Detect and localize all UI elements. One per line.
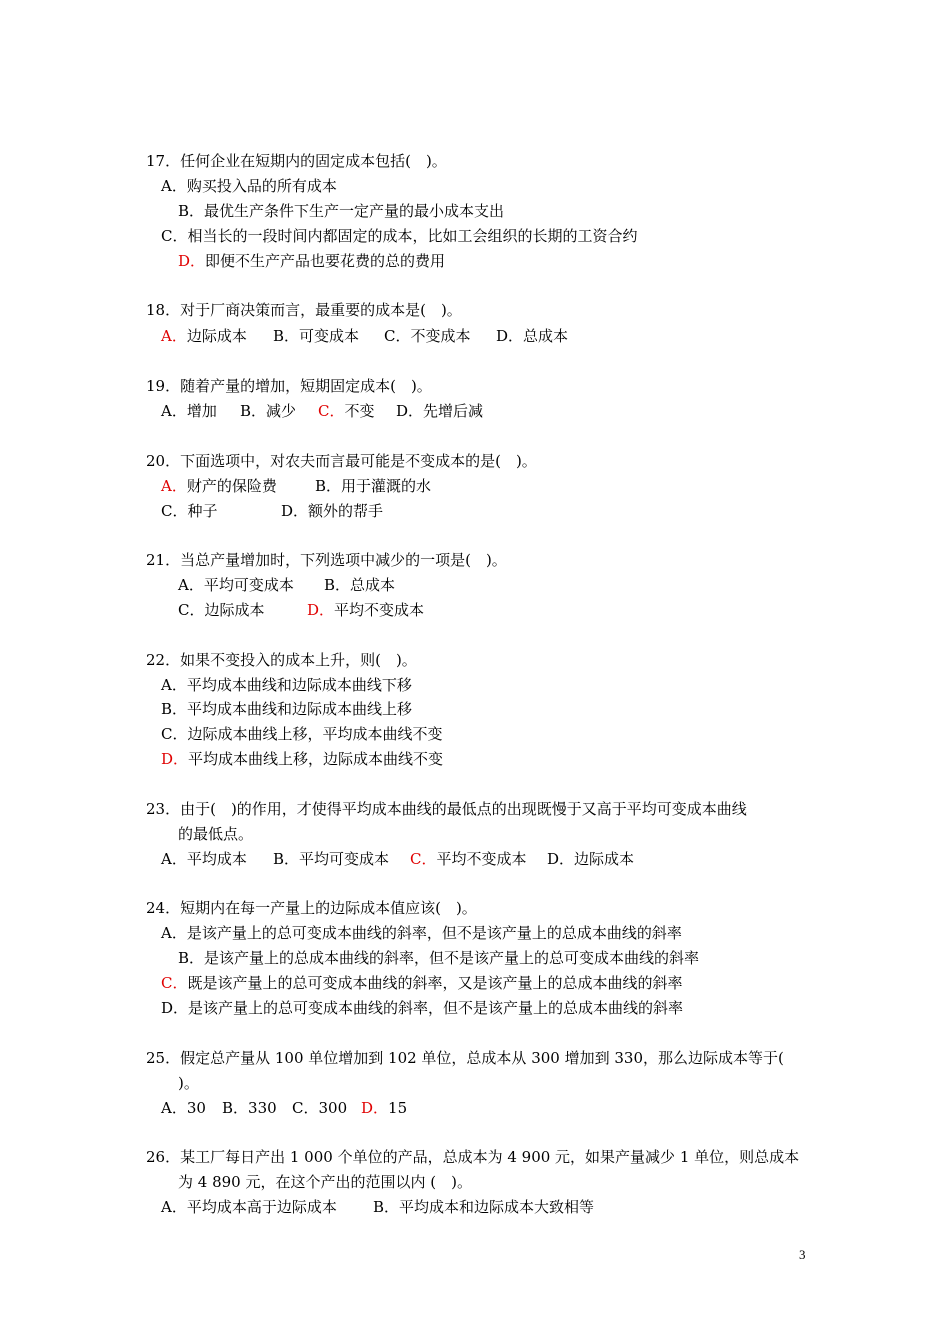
option-text: 相当长的一段时间内都固定的成本，比如工会组织的长期的工资合约 <box>187 227 638 245</box>
option-b: B．总成本 <box>324 576 396 594</box>
option-b: B．用于灌溉的水 <box>315 477 432 495</box>
question-stem: 17．任何企业在短期内的固定成本包括( )。 <box>146 152 447 170</box>
option-d: D．15 <box>361 1099 408 1117</box>
question-stem: 22．如果不变投入的成本上升，则( )。 <box>146 651 417 669</box>
answer-letter: D． <box>178 252 206 270</box>
option-text: 即便不生产产品也要花费的总的费用 <box>205 252 446 270</box>
question-number: 18． <box>146 301 181 319</box>
option-d: D．平均成本曲线上移，边际成本曲线不变 <box>161 750 444 768</box>
option-b: B．是该产量上的总成本曲线的斜率，但不是该产量上的总可变成本曲线的斜率 <box>178 949 700 967</box>
option-b <box>178 201 504 221</box>
option-b: B．平均成本和边际成本大致相等 <box>373 1198 595 1216</box>
question-stem: 24．短期内在每一产量上的边际成本值应该( )。 <box>146 899 477 917</box>
option-d <box>178 251 445 271</box>
option-letter: A． <box>161 177 187 195</box>
question-number: 22． <box>146 651 181 669</box>
option-b: B．可变成本 <box>273 327 360 345</box>
question-number: 17． <box>146 152 181 170</box>
question-stem: 21．当总产量增加时，下列选项中减少的一项是( )。 <box>146 551 507 569</box>
answer-letter: D． <box>307 601 335 619</box>
option-c: C．种子 <box>161 502 218 520</box>
option-a: A．财产的保险费 <box>161 477 277 495</box>
option-c: C．300 <box>292 1099 348 1117</box>
question-stem-continued: 为 4 890 元，在这个产出的范围以内 ( )。 <box>178 1173 472 1191</box>
question-number: 20． <box>146 452 181 470</box>
option-c: C．平均不变成本 <box>410 850 527 868</box>
option-c: C．边际成本曲线上移，平均成本曲线不变 <box>161 725 443 743</box>
question-number: 25． <box>146 1049 181 1067</box>
option-c: C．既是该产量上的总可变成本曲线的斜率，又是该产量上的总成本曲线的斜率 <box>161 974 683 992</box>
option-a: A．平均成本曲线和边际成本曲线下移 <box>161 676 412 694</box>
answer-letter: C． <box>410 850 437 868</box>
option-a: A．增加 <box>161 402 217 420</box>
option-c: C．不变 <box>318 402 375 420</box>
question-stem: 23．由于( )的作用，才使得平均成本曲线的最低点的出现既慢于又高于平均可变成本曲线 <box>146 800 747 818</box>
question-stem: 25．假定总产量从 100 单位增加到 102 单位，总成本从 300 增加到 330，那么边际成本等于( <box>146 1049 784 1067</box>
question-number: 23． <box>146 800 181 818</box>
question-stem-continued: 的最低点。 <box>178 825 254 843</box>
question-stem-continued: )。 <box>178 1074 199 1092</box>
option-b: B．330 <box>222 1099 277 1117</box>
option-a: A．30 <box>161 1099 206 1117</box>
question-number: 26． <box>146 1148 181 1166</box>
answer-letter: D． <box>361 1099 389 1117</box>
option-d: D．是该产量上的总可变成本曲线的斜率，但不是该产量上的总成本曲线的斜率 <box>161 999 684 1017</box>
option-c: C．不变成本 <box>384 327 471 345</box>
option-text: 购买投入品的所有成本 <box>186 177 337 195</box>
question-number: 21． <box>146 551 181 569</box>
option-c: C．边际成本 <box>178 601 265 619</box>
question-number: 24． <box>146 899 181 917</box>
question-number: 19． <box>146 377 181 395</box>
option-b: B．平均可变成本 <box>273 850 390 868</box>
option-b: B．平均成本曲线和边际成本曲线上移 <box>161 700 413 718</box>
option-letter: B． <box>178 202 205 220</box>
option-a: A．边际成本 <box>161 327 247 345</box>
option-a: A．平均成本高于边际成本 <box>161 1198 337 1216</box>
question-stem: 18．对于厂商决策而言，最重要的成本是( )。 <box>146 301 462 319</box>
question-stem: 20．下面选项中，对农夫而言最可能是不变成本的是( )。 <box>146 452 537 470</box>
option-d: D．先增后减 <box>396 402 484 420</box>
page-number: 3 <box>799 1247 806 1262</box>
option-d: D．平均不变成本 <box>307 601 425 619</box>
option-d: D．额外的帮手 <box>281 502 384 520</box>
answer-letter: C． <box>161 974 188 992</box>
option-d: D．总成本 <box>496 327 569 345</box>
answer-letter: C． <box>318 402 345 420</box>
option-a: A．平均成本 <box>161 850 247 868</box>
answer-letter: A． <box>161 327 187 345</box>
option-a <box>161 176 337 196</box>
option-b: B．减少 <box>240 402 297 420</box>
option-a: A．平均可变成本 <box>178 576 294 594</box>
option-c <box>161 226 638 246</box>
option-a: A．是该产量上的总可变成本曲线的斜率，但不是该产量上的总成本曲线的斜率 <box>161 924 682 942</box>
answer-letter: D． <box>161 750 189 768</box>
option-text: 最优生产条件下生产一定产量的最小成本支出 <box>204 202 505 220</box>
question-stem: 19．随着产量的增加，短期固定成本( )。 <box>146 377 432 395</box>
answer-letter: A． <box>161 477 187 495</box>
option-letter: C． <box>161 227 188 245</box>
question-stem: 26．某工厂每日产出 1 000 个单位的产品，总成本为 4 900 元，如果产量减少 1 单位，则总成本 <box>146 1148 800 1166</box>
option-d: D．边际成本 <box>547 850 635 868</box>
